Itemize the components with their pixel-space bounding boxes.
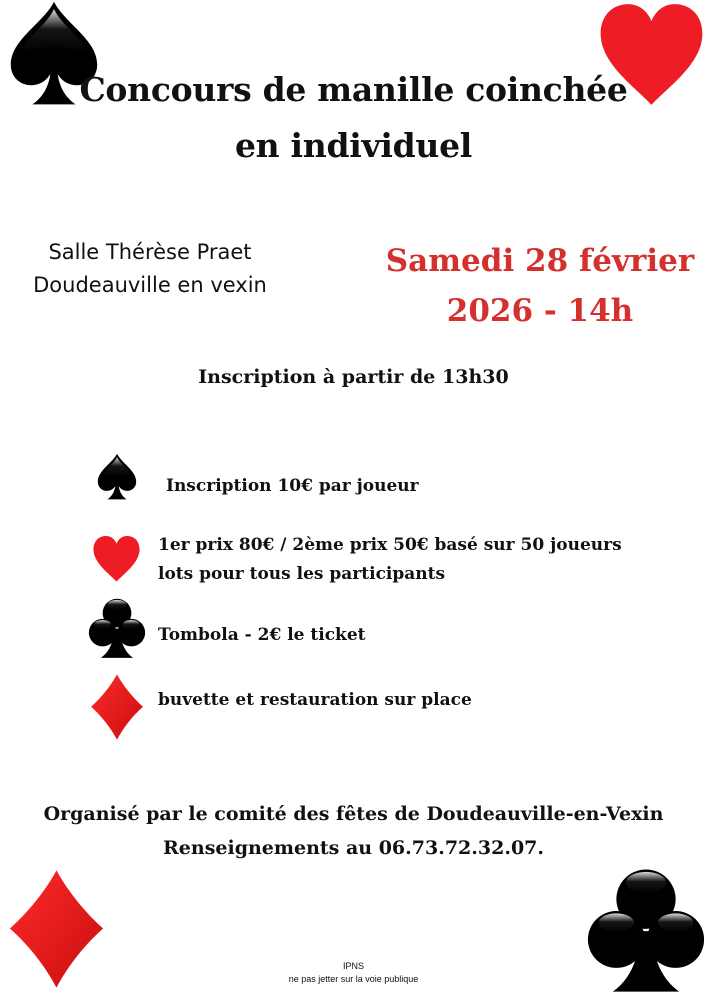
page-title bbox=[60, 62, 647, 174]
organizer-line: Organisé par le comité des fêtes de Doudeauville-en-Vexin bbox=[43, 803, 664, 825]
detail-prizes bbox=[158, 531, 622, 589]
heart-icon bbox=[92, 535, 141, 583]
event-date bbox=[380, 236, 700, 336]
title-line-2: en individuel bbox=[234, 126, 473, 165]
organizer-info bbox=[10, 797, 697, 865]
club-icon bbox=[88, 597, 146, 659]
detail-entry-fee: Inscription 10€ par joueur bbox=[166, 476, 419, 496]
venue-line-2: Doudeauville en vexin bbox=[33, 273, 267, 297]
legal-notice bbox=[200, 960, 507, 986]
title-line-1: Concours de manille coinchée bbox=[79, 70, 628, 109]
contact-line: Renseignements au 06.73.72.32.07. bbox=[163, 837, 544, 859]
date-line-2: 2026 - 14h bbox=[446, 293, 634, 329]
detail-raffle: Tombola - 2€ le ticket bbox=[158, 625, 366, 645]
club-icon-bottom-right bbox=[586, 866, 706, 994]
date-line-1: Samedi 28 février bbox=[385, 243, 695, 279]
spade-icon bbox=[96, 453, 138, 501]
prizes-line-2: lots pour tous les participants bbox=[158, 564, 446, 584]
venue bbox=[0, 236, 300, 302]
diamond-icon-bottom-left bbox=[8, 868, 105, 990]
notice-line-2: ne pas jetter sur la voie publique bbox=[288, 974, 419, 984]
prizes-line-1: 1er prix 80€ / 2ème prix 50€ basé sur 50 joueurs bbox=[158, 535, 622, 555]
notice-line-1: IPNS bbox=[342, 961, 364, 971]
diamond-icon bbox=[90, 673, 144, 741]
venue-line-1: Salle Thérèse Praet bbox=[48, 240, 252, 264]
detail-food: buvette et restauration sur place bbox=[158, 690, 472, 710]
registration-time: Inscription à partir de 13h30 bbox=[198, 366, 509, 388]
